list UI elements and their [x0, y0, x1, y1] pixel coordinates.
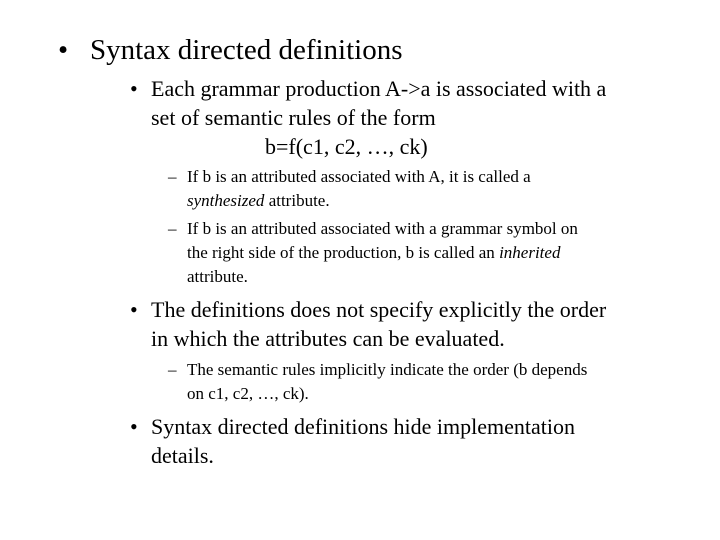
synthesized-term: synthesized [187, 191, 265, 210]
item1-formula: b=f(c1, c2, …, ck) [265, 134, 428, 159]
subitem-2a-line2: on c1, c2, …, ck). [187, 384, 309, 403]
slide-heading: Syntax directed definitions [90, 34, 403, 66]
item3-line2: details. [151, 443, 214, 468]
item3-line1: Syntax directed definitions hide implementation [151, 414, 576, 439]
subitem-2a-line1: The semantic rules implicitly indicate the order (b depends [187, 360, 588, 379]
bullet-icon: • [130, 414, 138, 439]
dash-icon: – [168, 219, 177, 238]
item1-line1: Each grammar production A->a is associated with a [151, 76, 607, 101]
inherited-term: inherited [499, 243, 561, 262]
subitem-1b-line2-pre: the right side of the production, b is called an [187, 243, 500, 262]
subitem-1b-line3: attribute. [187, 267, 248, 286]
subitem-1b-line2 [187, 244, 560, 261]
dash-icon: – [168, 167, 177, 186]
item1-line2: set of semantic rules of the form [151, 105, 436, 130]
bullet-icon: • [130, 297, 138, 322]
subitem-1a-line1: If b is an attributed associated with A, it is called a [187, 167, 531, 186]
item2-line2: in which the attributes can be evaluated. [151, 326, 505, 351]
item2-line1: The definitions does not specify explicitly the order [151, 297, 607, 322]
dash-icon: – [168, 360, 177, 379]
subitem-1a-line2-rest: attribute. [264, 191, 330, 210]
bullet-icon: • [130, 76, 138, 101]
subitem-1b-line1: If b is an attributed associated with a grammar symbol on [187, 219, 578, 238]
subitem-1a-line2 [187, 192, 330, 209]
bullet-icon: • [58, 34, 69, 66]
